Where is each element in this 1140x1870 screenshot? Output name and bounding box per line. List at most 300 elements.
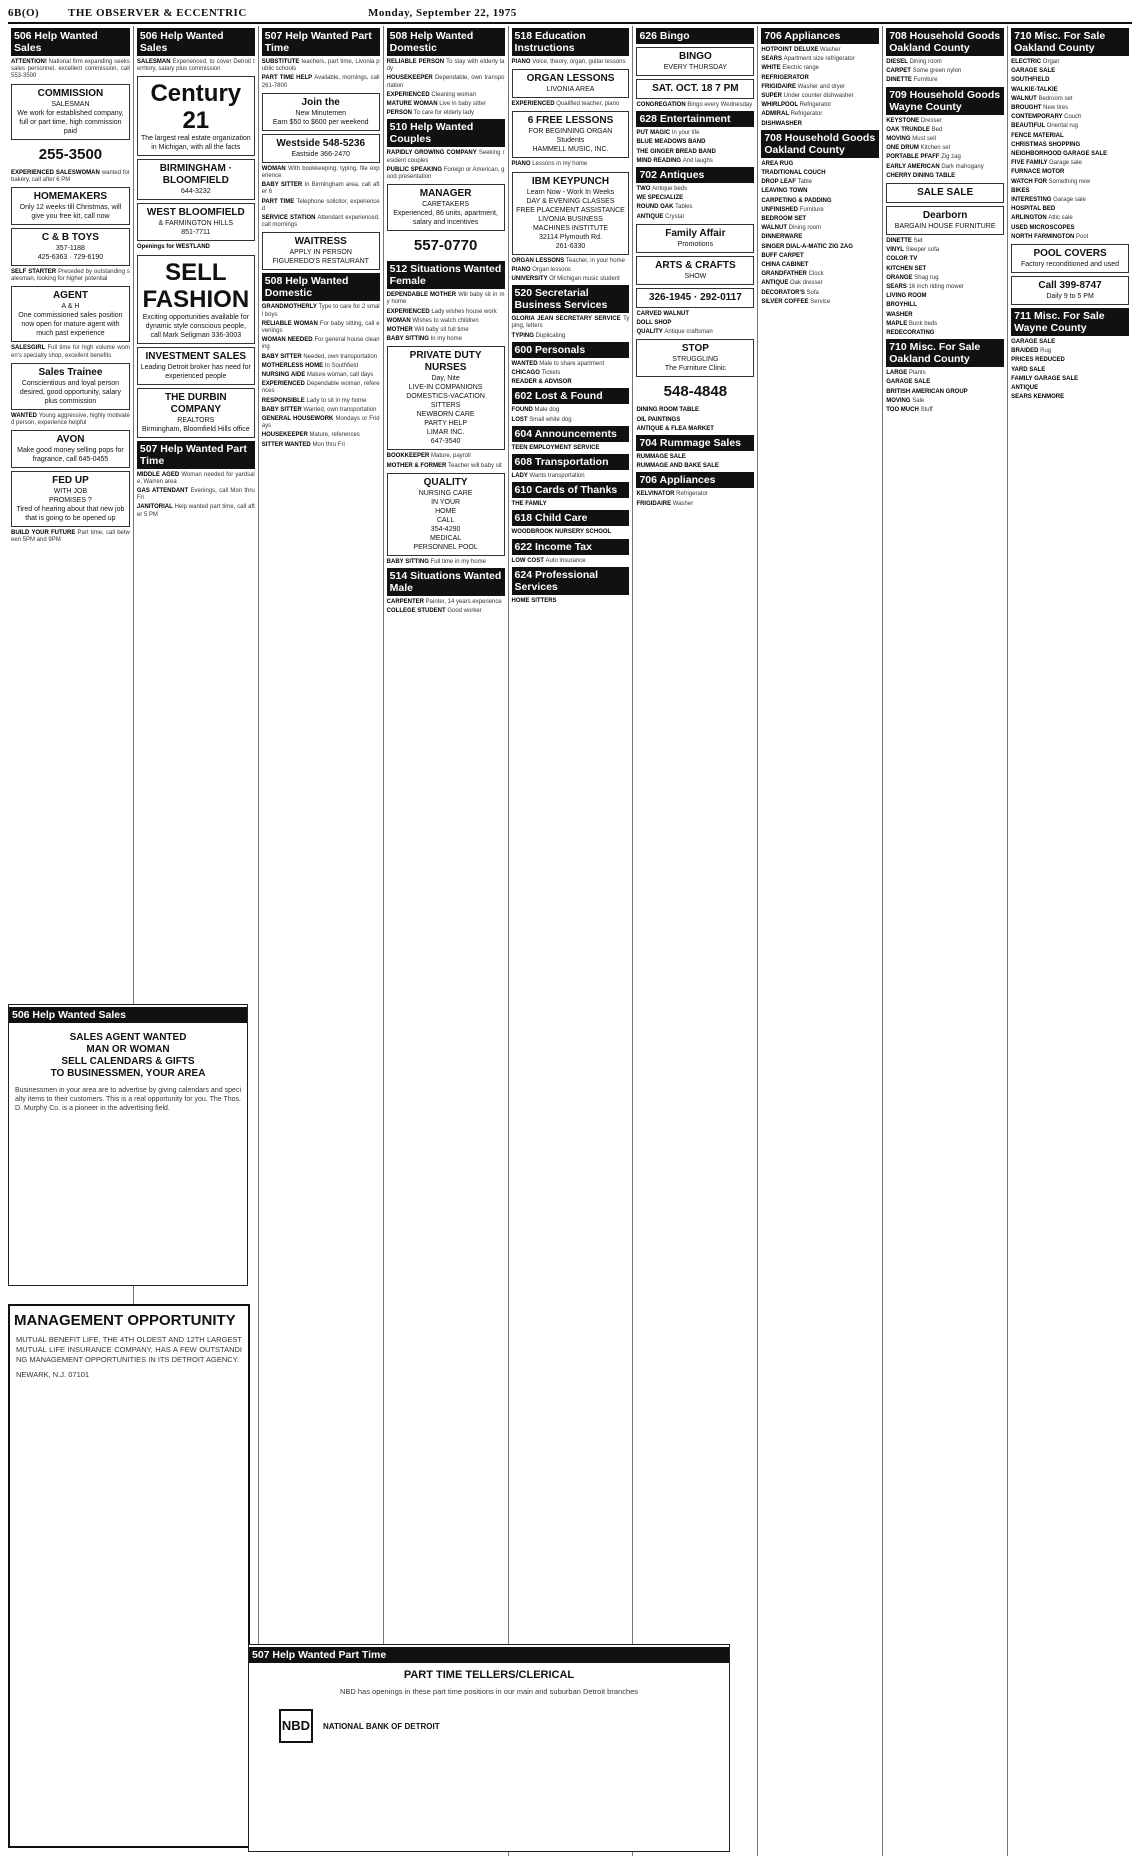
classified-ad-lead: FAMILY GARAGE SALE	[1011, 375, 1079, 382]
classified-ad-body: Antique beds	[652, 186, 688, 193]
classified-ad-body: Washer and dryer	[797, 83, 846, 90]
classified-ad	[636, 329, 754, 336]
classified-ad-lead: HOUSEKEEPER	[386, 75, 435, 82]
management-body: MUTUAL BENEFIT LIFE, THE 4TH OLDEST AND 12TH LARGEST MUTUAL LIFE INSURANCE COMPANY, HAS A FEW OUTSTANDING MANAGEMENT OPPORTUNITIES IN ITS DETROIT AGENCY.	[16, 1335, 242, 1364]
classified-ad-lead: MATURE WOMAN	[386, 101, 440, 108]
classified-ad	[636, 426, 754, 433]
display-ad	[636, 288, 754, 308]
display-ad-line: Day, Nite	[431, 375, 460, 383]
classified-ad	[512, 276, 630, 283]
classified-ad-lead: BIKES	[1011, 187, 1030, 194]
classified-ad	[387, 167, 505, 181]
classified-ad-body: Bed	[931, 126, 943, 133]
classified-ad	[886, 302, 1004, 309]
classified-ad-body: Full time for high volume women's specialty shop, excellent benefits	[11, 345, 130, 359]
display-ad-line: 425-6363 · 729-6190	[37, 254, 104, 262]
section-header: 508 Help Wanted Domestic	[387, 28, 505, 56]
classified-ad-body: Sleeper sofa	[905, 247, 940, 254]
display-ad-line: CARETAKERS	[422, 201, 470, 209]
classified-ad	[1011, 367, 1129, 374]
classified-ad-lead: ANTIQUE & FLEA MARKET	[636, 425, 714, 432]
classified-ad-lead: DISHWASHER	[761, 120, 802, 127]
classified-ad	[11, 170, 130, 184]
display-ad-body: We work for established company, full or part time, high commission paid	[17, 109, 124, 135]
display-ad	[137, 203, 255, 241]
display-ad-line: MEDICAL	[430, 534, 462, 542]
classified-ad-body: In Southfield	[324, 362, 359, 369]
classified-ad	[512, 558, 630, 565]
classified-ad-body: Garage sale	[1049, 160, 1082, 167]
display-ad-line: INVESTMENT SALES	[145, 350, 247, 362]
display-ad-line: LIVE-IN COMPANIONS	[408, 384, 483, 392]
classified-ad-lead: BABY SITTING	[386, 558, 431, 565]
classified-ad-lead: DIESEL	[886, 59, 910, 65]
display-ad-line: REALTORS	[177, 416, 215, 424]
paper-name: THE OBSERVER & ECCENTRIC	[68, 7, 247, 19]
classified-ad-lead: DECORATOR'S	[761, 289, 807, 296]
classified-ad-lead: RESPONSIBLE	[261, 397, 307, 404]
section-header: 710 Misc. For Sale Oakland County	[1011, 28, 1129, 56]
classified-ad-body: Couch	[1064, 114, 1082, 121]
section-header: 610 Cards of Thanks	[512, 482, 630, 498]
classified-ad-lead: TRADITIONAL COUCH	[761, 170, 826, 177]
classified-ad-body: 16 inch riding mower	[908, 284, 964, 291]
classified-ad-body: Available, mornings, call 261-7800	[261, 75, 380, 89]
section-header: 608 Transportation	[512, 454, 630, 470]
display-ad-body: Experienced, 86 units, apartment, salary and incentives	[393, 210, 498, 227]
classified-ad-body: teachers, part time, Livonia public schools	[261, 59, 380, 73]
classified-ad	[1011, 59, 1129, 66]
classified-ad-body: Refrigerator	[676, 491, 708, 498]
classified-ad-lead: DINETTE	[886, 238, 914, 245]
classified-ad-body: Cleaning woman	[431, 91, 477, 98]
classified-ad	[886, 68, 1004, 75]
section-header: 710 Misc. For Sale Oakland County	[886, 339, 1004, 367]
classified-ad-body: Woman needed for yardsale, Warren area	[136, 471, 255, 485]
classified-ad	[387, 608, 505, 615]
classified-ad	[636, 149, 754, 156]
classified-ad-lead: MOTHERLESS HOME	[261, 362, 325, 369]
classified-ad	[636, 158, 754, 165]
classified-ad-lead: WOMAN	[261, 165, 288, 172]
display-ad	[137, 347, 255, 385]
classified-ad-lead: MOTHER & FORMER	[386, 462, 448, 469]
classified-ad	[1011, 87, 1129, 94]
classified-ad-lead: WANTED	[11, 412, 39, 419]
classified-ad-body: Small white dog	[529, 416, 572, 423]
classified-ad-lead: TYPING	[511, 332, 536, 339]
classified-ad	[262, 59, 380, 73]
classified-ad	[761, 290, 879, 297]
classified-ad	[636, 195, 754, 202]
classified-ad	[1011, 68, 1129, 75]
classified-ad	[387, 75, 505, 89]
classified-ad-lead: PIANO	[511, 266, 533, 273]
classified-ad	[512, 316, 630, 330]
classified-ad-body: Evenings, call Mon thru Fri	[136, 488, 255, 502]
classified-ad-lead: INTERESTING	[1011, 197, 1054, 204]
classified-ad-lead: CONGREGATION	[636, 102, 688, 108]
classified-ad-lead: ONE DRUM	[886, 145, 921, 152]
section-header: 708 Household Goods Oakland County	[886, 28, 1004, 56]
classified-ad	[1011, 234, 1129, 241]
classified-ad-body: Furniture	[913, 77, 938, 84]
classified-ad	[262, 407, 380, 414]
classified-ad	[387, 309, 505, 316]
display-ad	[1011, 276, 1129, 305]
classified-ad	[886, 275, 1004, 282]
classified-ad-lead: WALNUT	[1011, 95, 1039, 102]
classified-ad-lead: SALESMAN	[136, 59, 173, 65]
column-5	[508, 26, 633, 1856]
display-ad-line: Eastside 366-2470	[291, 150, 350, 158]
classified-ad-body: wanted for bakery, call after 6 PM	[11, 169, 130, 183]
classified-ad	[761, 56, 879, 63]
classified-ad	[262, 215, 380, 229]
section-header: 600 Personals	[512, 342, 630, 358]
classified-ad-lead: WATCH FOR	[1011, 178, 1049, 185]
classified-ad-body: Qualified teacher, piano	[556, 101, 620, 108]
tellers-title: PART TIME TELLERS/CLERICAL	[403, 1669, 575, 1681]
classified-ad	[512, 370, 630, 377]
classified-ad-lead: EARLY AMERICAN	[886, 163, 942, 170]
classified-ad-lead: CHINA CABINET	[761, 262, 809, 269]
classified-ad	[1011, 96, 1129, 103]
classified-ad-lead: BUILD YOUR FUTURE	[11, 530, 78, 537]
classified-ad-lead: WALKIE-TALKIE	[1011, 86, 1058, 93]
display-ad-line: PRIVATE DUTY NURSES	[409, 350, 482, 374]
classified-ad-lead: WANTED	[511, 360, 540, 367]
classified-ad	[1011, 385, 1129, 392]
classified-ad	[387, 101, 505, 108]
section-header: 508 Help Wanted Domestic	[262, 273, 380, 301]
display-ad-line: IN YOUR	[431, 498, 461, 506]
display-ad-line: NEWBORN CARE	[416, 411, 475, 419]
classified-ad-lead: DINETTE	[886, 77, 914, 84]
management-title: MANAGEMENT OPPORTUNITY	[14, 1312, 236, 1329]
classified-ad	[387, 453, 505, 460]
classified-ad	[262, 416, 380, 430]
classified-ad-body: Will baby sit in my home	[386, 292, 505, 306]
classified-ad-body: Zig zag	[941, 154, 961, 161]
classified-ad-lead: Openings for WESTLAND	[136, 244, 210, 251]
classified-ad-lead: THE FAMILY	[511, 501, 547, 508]
classified-ad-body: Kitchen set	[920, 145, 951, 152]
classified-ad	[636, 463, 754, 470]
classified-ad-lead: ANTIQUE	[636, 213, 666, 220]
classified-ad-lead: PART TIME	[261, 198, 297, 205]
classified-ad-lead: BABY SITTER	[261, 406, 304, 413]
classified-ad-body: In my home	[430, 336, 462, 343]
section-header: 506 Help Wanted Sales	[137, 28, 255, 56]
classified-ad-lead: ROUND OAK	[636, 204, 676, 211]
classified-ad-lead: SEARS	[886, 284, 909, 291]
classified-ad-lead: EXPERIENCED	[386, 308, 432, 315]
classified-ad	[761, 198, 879, 205]
classified-ad-body: Table	[797, 179, 812, 186]
classified-ad	[137, 244, 255, 251]
classified-ad-body: Shag rug	[914, 274, 939, 281]
classified-ad-body: Tables	[675, 204, 693, 211]
classified-ad-body: Mon thru Fri	[312, 441, 345, 448]
classified-ad-lead: SUBSTITUTE	[261, 59, 302, 65]
classified-ad-body: Voice, theory, organ, guitar lessons	[532, 59, 626, 65]
classified-ad-body: Good worker	[447, 608, 482, 615]
display-ad-line: 851-7711	[181, 229, 211, 237]
display-ad-line: HOMEMAKERS	[33, 191, 108, 203]
display-ad-line: 354-4290	[430, 525, 461, 533]
classified-ad	[512, 101, 630, 108]
display-ad-line: PERSONNEL POOL	[413, 543, 478, 551]
classified-ad-body: Bedroom set	[1038, 95, 1073, 102]
section-header: 709 Household Goods Wayne County	[886, 87, 1004, 115]
classified-ad-lead: REDECORATING	[886, 330, 935, 337]
display-ad-line: IBM KEYPUNCH	[531, 175, 610, 187]
display-ad-line: SITTERS	[430, 402, 461, 410]
classified-ad-body: Attic sale	[1048, 215, 1073, 222]
classified-ad	[387, 318, 505, 325]
classified-ad	[886, 256, 1004, 263]
classified-ad-body: Lady to sit in my home	[306, 397, 367, 404]
classified-ad	[262, 75, 380, 89]
classified-ad-lead: EXPERIENCED	[386, 91, 432, 98]
classified-ad	[387, 110, 505, 117]
classified-ad	[1011, 160, 1129, 167]
classified-ad-body: And laughs	[682, 157, 713, 164]
display-ad	[387, 184, 505, 231]
section-header: 518 Education Instructions	[512, 28, 630, 56]
display-ad-line: WAITRESS	[294, 236, 347, 248]
classified-ad	[512, 267, 630, 274]
classified-ad	[262, 398, 380, 405]
classified-ad-body: Wanted, own transportation	[303, 406, 377, 413]
display-ad	[137, 159, 255, 200]
classified-ad-lead: WOMAN NEEDED	[261, 337, 315, 344]
bank-name: NATIONAL BANK OF DETROIT	[323, 1721, 440, 1731]
classified-ad-lead: FENCE MATERIAL	[1011, 132, 1064, 139]
classified-ad-body: Washer	[672, 500, 694, 507]
display-ad-line: ARTS & CRAFTS	[655, 259, 736, 271]
classified-ad-lead: CARVED WALNUT	[636, 310, 689, 317]
display-ad-line: COMMISSION	[37, 87, 104, 99]
display-ad-line: DOMESTICS-VACATION	[406, 393, 485, 401]
classified-ad	[761, 75, 879, 82]
classified-ad-lead: OIL PAINTINGS	[636, 416, 681, 423]
nbd-logo: NBD	[279, 1709, 313, 1743]
classified-ad-body: Oak dresser	[790, 280, 823, 287]
classified-ad	[636, 204, 754, 211]
section-header: 507 Help Wanted Part Time	[249, 1647, 729, 1663]
column-8	[882, 26, 1007, 1856]
classified-ad	[137, 504, 255, 518]
sales-agent-body: Businessmen in your area are to advertise by giving calendars and specialty items to their customers. This is a real opportunity for you. The Thos. D. Murphy Co. is a pioneer in the advertising field.	[15, 1087, 241, 1112]
classified-ad-lead: SERVICE STATION	[261, 215, 318, 222]
display-ad-body: Earn $50 to $600 per weekend	[272, 118, 369, 126]
classified-ad-lead: DEPENDABLE MOTHER	[386, 292, 459, 299]
classified-ad	[512, 598, 630, 605]
classified-ad	[636, 214, 754, 221]
display-ad	[512, 69, 630, 98]
classified-ad-lead: CARPETING & PADDING	[761, 197, 832, 204]
masthead	[8, 4, 1132, 24]
classified-ad-body: Dependable, own transportation	[386, 75, 505, 89]
classified-ad	[512, 417, 630, 424]
display-ad-line: Learn Now - Work In Weeks	[526, 188, 615, 196]
classified-ad-lead: SEARS	[761, 56, 784, 63]
classified-ad-body: To care for elderly lady	[413, 110, 475, 117]
classified-ad	[262, 372, 380, 379]
classified-ad-body: Live in baby sitter	[439, 101, 486, 108]
display-ad-line: New Minutemen	[295, 109, 346, 117]
classified-ad	[11, 530, 130, 544]
classified-ad-lead: SINGER DIAL-A-MATIC ZIG ZAG	[761, 243, 853, 250]
display-ad-body: Factory reconditioned and used	[1021, 261, 1120, 269]
classified-ad-body: Will baby sit full time	[414, 327, 469, 334]
classified-ad	[262, 442, 380, 449]
display-ad-line: Family Affair	[665, 227, 726, 239]
sales-agent-title: SALES AGENT WANTED MAN OR WOMAN SELL CALENDARS & GIFTS TO BUSINESSMEN, YOUR AREA	[50, 1032, 206, 1079]
section-header: 604 Announcements	[512, 426, 630, 442]
display-ad	[11, 187, 130, 225]
display-ad-line: Westside 548-5236	[276, 137, 366, 149]
display-ad-line: 647-3540	[430, 438, 461, 446]
classified-ad-lead: GRANDFATHER	[761, 271, 809, 278]
display-ad-line: 32114 Plymouth Rd.	[539, 233, 602, 241]
classified-ad-lead: HOTPOINT DELUXE	[761, 47, 820, 53]
classified-ad-lead: THE GINGER BREAD BAND	[636, 148, 716, 155]
classified-ad	[761, 253, 879, 260]
classified-ad-lead: WOODBROOK NURSERY SCHOOL	[511, 529, 612, 536]
classified-ad-body: Dependable woman, references	[261, 381, 380, 395]
classified-ad-lead: READER & ADVISOR	[511, 379, 572, 386]
classified-ad-body: Wishes to watch children	[412, 317, 479, 324]
display-ad-line: LIVONIA AREA	[546, 86, 595, 94]
classified-ad-lead: MOTHER	[386, 327, 415, 334]
display-ad-line: NURSING CARE	[418, 489, 473, 497]
display-ad-line: SALESMAN	[51, 100, 90, 108]
classified-ad-body: Mature, payroll	[431, 453, 471, 460]
classified-ad-lead: UNIVERSITY	[511, 276, 550, 283]
classified-ad-body: Teacher will baby sit	[448, 462, 502, 469]
classified-ad-body: Male to share apartment	[539, 360, 605, 367]
display-ad-line: LIVONIA BUSINESS	[538, 215, 603, 223]
classified-ad-lead: NURSING AIDE	[261, 372, 307, 379]
classified-ad	[262, 337, 380, 351]
display-ad-line: FED UP	[52, 475, 89, 487]
classified-ad-body: Under counter dishwasher	[783, 93, 854, 100]
classified-ad-lead: ELECTRIC	[1011, 59, 1043, 65]
classified-ad	[387, 292, 505, 306]
classified-ad-lead: CARPET	[886, 68, 913, 75]
classified-ad	[886, 154, 1004, 161]
classified-ad-lead: RUMMAGE SALE	[636, 454, 686, 461]
classified-ad-lead: ATTENTION!	[11, 59, 49, 65]
classified-ad-body: Sale	[912, 397, 925, 404]
classified-ad-lead: COLLEGE STUDENT	[386, 608, 448, 615]
classified-ad-lead: SEARS KENMORE	[1011, 394, 1065, 401]
classified-ad-body: Preceded by outstanding salesman, looking for higher potential	[11, 269, 130, 283]
display-ad	[636, 47, 754, 76]
display-ad	[1011, 244, 1129, 273]
classified-ad-body: Dark mahogany	[941, 163, 984, 170]
classified-ad-lead: MOVING	[886, 397, 913, 404]
classified-ad-body: Stuff	[920, 407, 933, 414]
classified-ad	[886, 145, 1004, 152]
classified-ad	[886, 77, 1004, 84]
classified-ad	[512, 501, 630, 508]
display-ad-line: PARTY HELP	[424, 420, 467, 428]
classified-ad	[886, 398, 1004, 405]
classified-ad-lead: ANTIQUE	[761, 280, 790, 287]
display-ad-line: MACHINES INSTITUTE	[532, 224, 609, 232]
classified-ad-body: Furniture	[799, 206, 824, 213]
column-7	[757, 26, 882, 1856]
classified-ad	[262, 304, 380, 318]
classified-ad-lead: WE SPECIALIZE	[636, 195, 684, 202]
classified-ad-lead: AREA RUG	[761, 160, 794, 167]
section-header: 618 Child Care	[512, 510, 630, 526]
classified-ad	[387, 327, 505, 334]
classified-ad	[886, 136, 1004, 143]
classified-ad-body: Foreign or American, good presentation	[386, 166, 505, 181]
classified-ad-lead: SOUTHFIELD	[1011, 77, 1050, 84]
classified-ad	[886, 330, 1004, 337]
classified-ad	[1011, 394, 1129, 401]
classified-ad-body: Type to care for 2 small boys	[261, 304, 380, 318]
classified-ad	[512, 333, 630, 340]
classified-ad-lead: BRITISH AMERICAN GROUP	[886, 388, 968, 395]
classified-ad-lead: NORTH FARMINGTON	[1011, 233, 1076, 240]
classified-ad	[636, 186, 754, 193]
classified-ad-lead: SITTER WANTED	[261, 441, 313, 448]
classified-ad	[262, 166, 380, 180]
classified-ad-body: Washer	[820, 47, 841, 53]
classified-ad-lead: SILVER COFFEE	[761, 298, 811, 305]
classified-ad-lead: HOSPITAL BED	[1011, 206, 1056, 213]
display-ad-line: MANAGER	[419, 188, 472, 200]
classified-ad	[11, 269, 130, 283]
classified-ad-body: Crystal	[665, 213, 684, 220]
classified-ad-lead: DOLL SHOP	[636, 320, 672, 327]
classified-ad	[262, 363, 380, 370]
display-ad-body: Conscientious and loyal person desired, good opportunity, salary plus commission	[19, 379, 121, 405]
display-ad-line: SALE SALE	[917, 187, 974, 199]
classified-ad-lead: FOUND	[511, 407, 535, 414]
classified-ad-body: Full time in my home	[430, 558, 486, 565]
classified-ad-lead: CONTEMPORARY	[1011, 114, 1065, 121]
classified-ad-body: Mature woman, call days	[306, 372, 374, 379]
classified-ad	[636, 139, 754, 146]
display-ad-body: The largest real estate organization in Michigan, with all the facts	[140, 135, 251, 152]
classified-ad	[512, 407, 630, 414]
classified-ad-lead: GARAGE SALE	[886, 379, 931, 386]
classified-ad	[636, 501, 754, 508]
classified-ad-lead: DINING ROOM TABLE	[636, 407, 699, 414]
classified-ad	[1011, 105, 1129, 112]
classified-ad-lead: EXPERIENCED	[511, 101, 557, 108]
classified-ad-lead: SELF STARTER	[11, 269, 59, 276]
display-ad-line: 6 FREE LESSONS	[527, 115, 614, 127]
classified-ad	[761, 262, 879, 269]
display-ad	[636, 224, 754, 253]
classified-ad	[886, 173, 1004, 180]
display-ad-line: Promotions	[677, 240, 714, 248]
column-3	[258, 26, 383, 1662]
phone-number	[387, 234, 505, 258]
display-ad-line: Century 21	[150, 80, 242, 135]
classified-ad	[886, 164, 1004, 171]
classified-ad-lead: GLORIA JEAN SECRETARY SERVICE	[511, 316, 624, 323]
